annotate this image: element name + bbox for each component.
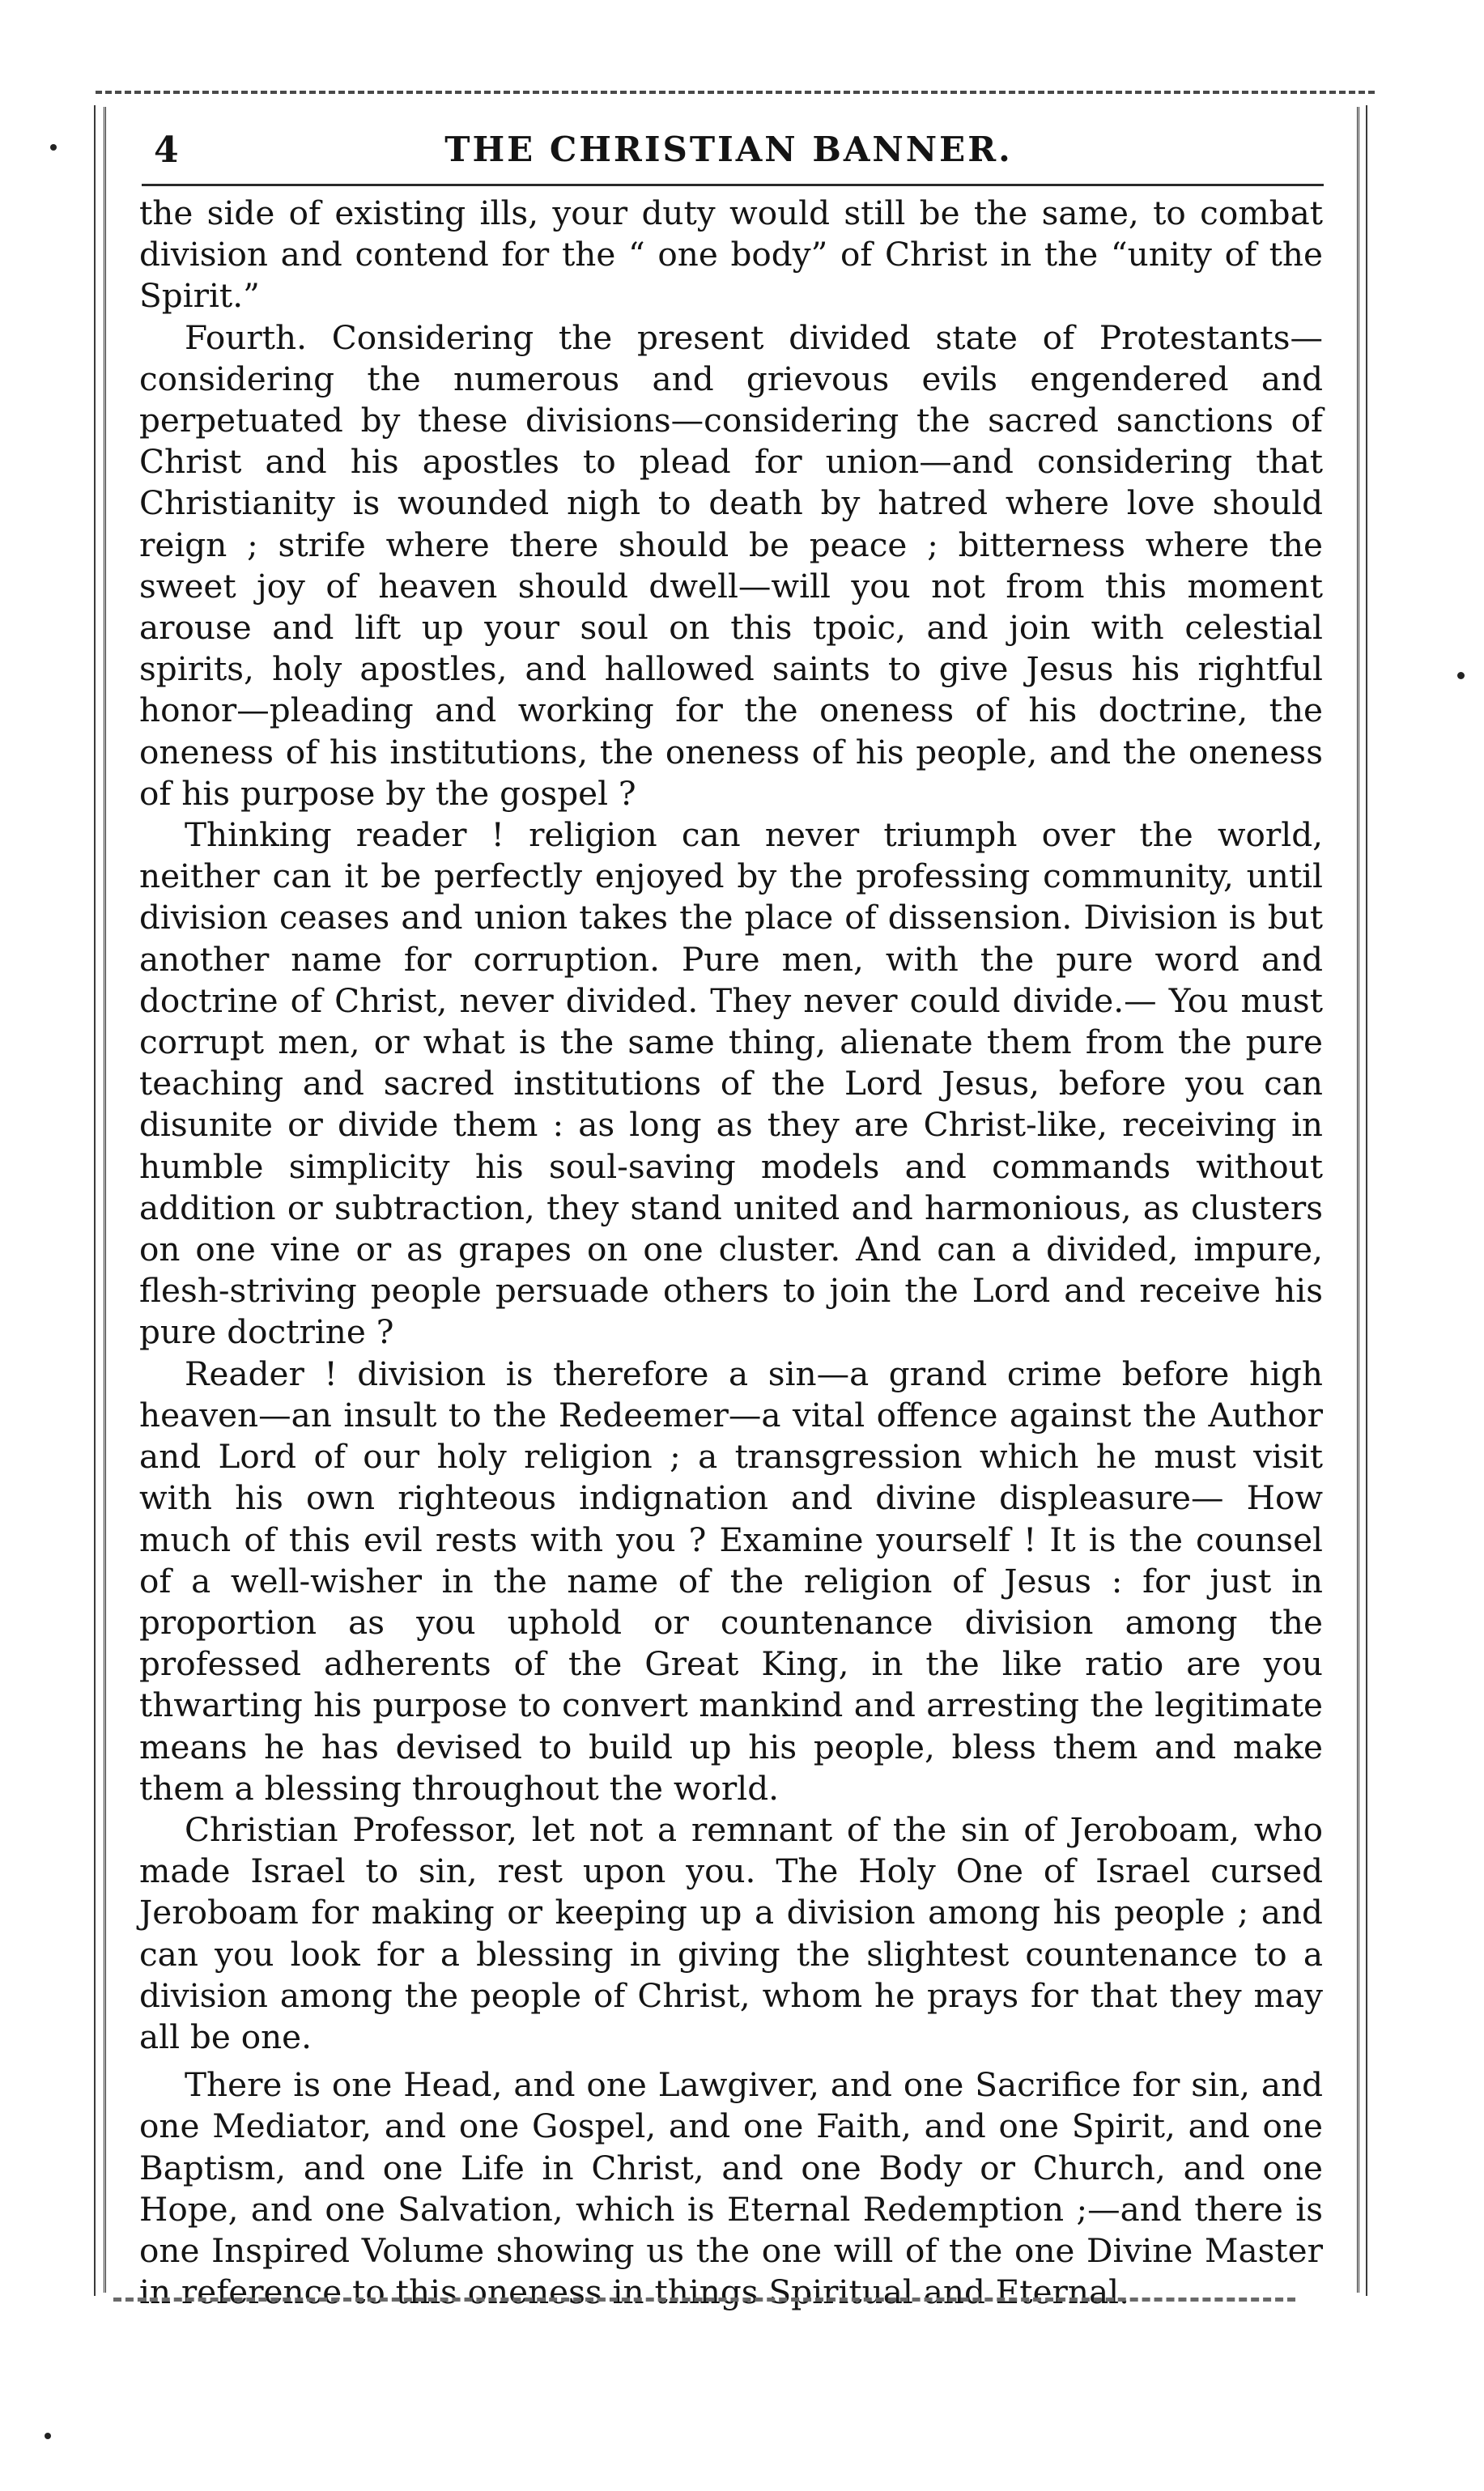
paragraph-thinking-reader: Thinking reader ! religion can never triumph over the world, neither can it be perfectly enjoyed by the professing community, until division ceases and union takes the place of dissension. Division is but another name for corruption. Pure men, with the pure word and doctrine of Christ, never divided. They never could divide.— You must corrupt men, or what is the same thing, alienate them from the pure teaching and sacred institutions of the Lord Jesus, before you can disunite or divide them : as long as they are Christ-like, receiving in humble simplicity his soul-saving models and commands without addition or subtraction, they stand united and harmonious, as clusters on one vine or as grapes on one cluster. And can a divided, impure, flesh-striving people persuade others to join the Lord and receive his pure doctrine ?: [139, 815, 1323, 1352]
paragraph-christian-professor: Christian Professor, let not a remnant of the sin of Jeroboam, who made Israel to sin, rest upon you. The Holy One of Israel cursed Jeroboam for making or keeping up a division among his people ; and can you look for a blessing in giving the slightest countenance to a division among the people of Christ, whom he prays for that they may all be one.: [139, 1809, 1323, 2056]
article-body: [139, 193, 1323, 2313]
page-number: 4: [154, 130, 180, 171]
paragraph-division-sin: Reader ! division is therefore a sin—a grand crime before high heaven—an insult to the Redeemer—a vital offence against the Author and Lord of our holy religion ; a transgression which he must visit with his own righteous indignation and divine displeasure— How much of this evil rests with you ? Examine yourself ! It is the counsel of a well-wisher in the name of the religion of Jesus : for just in proportion as you uphold or countenance division among the professed adherents of the Great King, in the like ratio are you thwarting his purpose to convert mankind and arresting the legitimate means he has devised to build up his people, bless them and make them a blessing throughout the world.: [139, 1354, 1323, 1808]
paragraph-oneness: There is one Head, and one Lawgiver, and one Sacrifice for sin, and one Mediator, and one Gospel, and one Faith, and one Spirit, and one Baptism, and one Life in Christ, and one Body or Church, and one Hope, and one Salvation, which is Eternal Redemption ;—and there is one Inspired Volume showing us the one will of the one Divine Master in reference to this oneness in things Spiritual and Eternal.: [139, 2065, 1323, 2312]
page-header: [121, 121, 1336, 178]
header-rule: [142, 184, 1324, 186]
print-speck: [45, 2433, 51, 2439]
top-dashed-rule: [96, 91, 1375, 94]
print-speck: [1457, 672, 1465, 679]
running-title: THE CHRISTIAN BANNER.: [444, 130, 1013, 169]
bottom-dashed-rule: [113, 2298, 1295, 2302]
paragraph-fourth: Fourth. Considering the present divided state of Protestants—considering the numerous and grievous evils engendered and perpetuated by these divisions—considering the sacred sanctions of Christ and his apostles to plead for union—and considering that Christianity is wounded nigh to death by hatred where love should reign ; strife where there should be peace ; bitterness where the sweet joy of heaven should dwell—will you not from this moment arouse and lift up your soul on this tpoic, and join with celestial spirits, holy apostles, and hallowed saints to give Jesus his rightful honor—pleading and working for the oneness of his doctrine, the oneness of his institutions, the oneness of his people, and the oneness of his purpose by the gospel ?: [139, 317, 1323, 813]
print-speck: [50, 144, 57, 151]
paragraph-continuation: the side of existing ills, your duty would still be the same, to combat division and contend for the “ one body” of Christ in the “unity of the Spirit.”: [139, 193, 1323, 316]
